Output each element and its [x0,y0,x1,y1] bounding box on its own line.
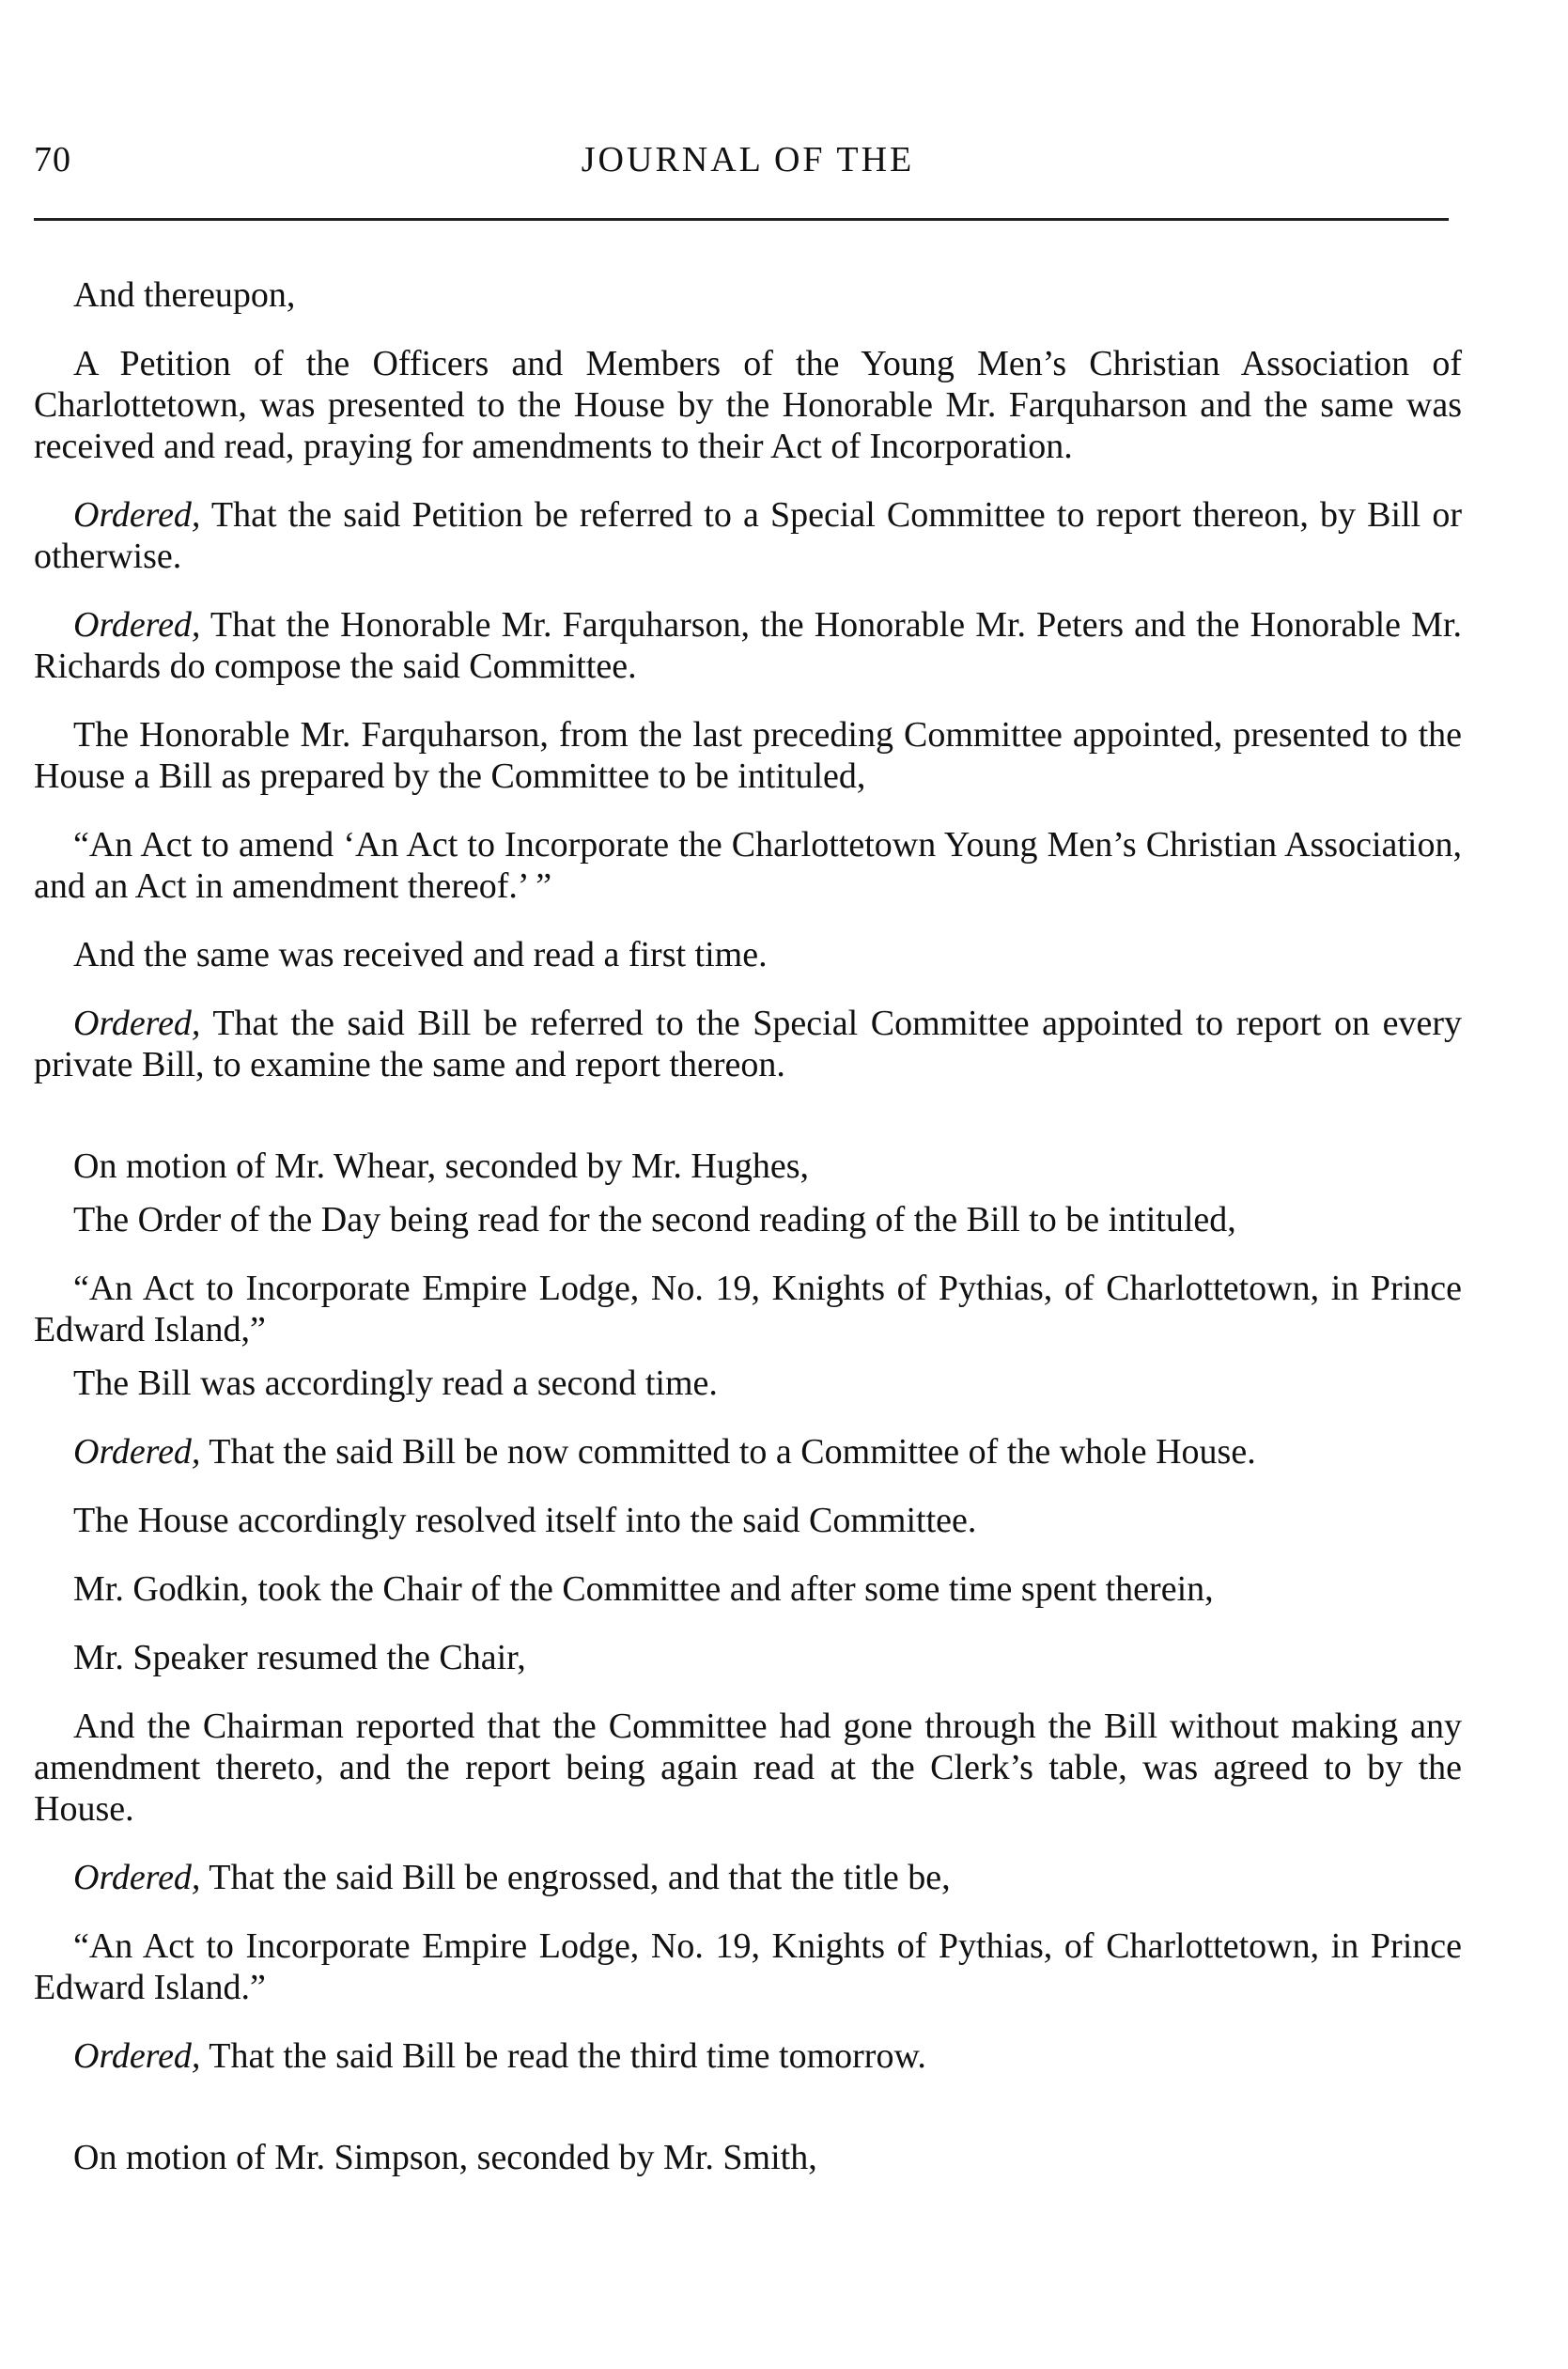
paragraph-text: “An Act to Incorporate Empire Lodge, No. 19, Knights of Pythias, of Charlottetown, in Prince Edward Island.” [34,1926,1462,2007]
paragraph-bill-title-empire-lodge [34,1268,1462,1350]
paragraph-petition [34,343,1462,467]
paragraph-text: And thereupon, [73,275,296,315]
paragraph-ordered-engrossed [34,1857,1462,1898]
paragraph-text: And the Chairman reported that the Committee had gone through the Bill without making any amendment thereto, and the report being again read at the Clerk’s table, was agreed to by the House. [34,1707,1462,1829]
paragraph-motion-simpson [34,2137,1462,2178]
paragraph-text: That the said Bill be read the third time tomorrow. [200,2036,926,2076]
paragraph-text: “An Act to Incorporate Empire Lodge, No. 19, Knights of Pythias, of Charlottetown, in Prince Edward Island,” [34,1269,1462,1349]
ordered-lead: Ordered, [73,1858,201,1897]
header-rule [34,218,1449,221]
paragraph-second-reading [34,1363,1462,1404]
ordered-lead: Ordered, [73,605,201,645]
paragraph-text: The Order of the Day being read for the second reading of the Bill to be intituled, [73,1200,1236,1239]
paragraph-ordered-committee-members [34,604,1462,687]
paragraph-bill-presented [34,714,1462,797]
paragraph-bill-title-final [34,1925,1462,2008]
paragraph-house-resolved [34,1500,1462,1541]
paragraph-text: The Bill was accordingly read a second time. [73,1364,718,1403]
ordered-lead: Ordered, [73,2036,201,2076]
paragraph-text: Mr. Godkin, took the Chair of the Committee and after some time spent therein, [73,1569,1214,1609]
ordered-lead: Ordered, [73,1004,201,1043]
ordered-lead: Ordered, [73,495,201,535]
paragraph-thereupon [34,274,1462,316]
journal-body [34,274,1462,2178]
paragraph-text: That the said Petition be referred to a Special Committee to report thereon, by Bill or otherwise. [34,495,1462,576]
paragraph-speaker-resumed [34,1637,1462,1678]
paragraph-godkin-chair [34,1568,1462,1610]
paragraph-text: And the same was received and read a first time. [73,935,768,974]
paragraph-ordered-special-committee [34,494,1462,577]
ordered-lead: Ordered, [73,1432,201,1472]
paragraph-text: Mr. Speaker resumed the Chair, [73,1638,526,1677]
paragraph-text: A Petition of the Officers and Members of the Young Men’s Christian Association of Charlottetown, was presented to the House by the Honorable Mr. Farquharson and the same was received and read, praying for amendments to their Act of Incorporation. [34,344,1462,466]
paragraph-motion-whear [34,1146,1462,1187]
page-header [34,139,1462,195]
paragraph-text: That the said Bill be referred to the Special Committee appointed to report on every private Bill, to examine the same and report thereon. [34,1004,1462,1084]
paragraph-text: That the said Bill be engrossed, and that the title be, [200,1858,951,1897]
paragraph-text: On motion of Mr. Simpson, seconded by Mr. Smith, [73,2138,817,2177]
paragraph-ordered-committee-whole [34,1431,1462,1473]
paragraph-order-of-the-day [34,1199,1462,1240]
paragraph-ordered-private-bill-committee [34,1003,1462,1085]
paragraph-text: That the said Bill be now committed to a Committee of the whole House. [200,1432,1256,1472]
paragraph-first-reading [34,934,1462,975]
paragraph-text: “An Act to amend ‘An Act to Incorporate the Charlottetown Young Men’s Christian Association, and an Act in amendment thereof.’ ” [34,825,1462,906]
running-title: JOURNAL OF THE [581,140,915,179]
paragraph-text: The Honorable Mr. Farquharson, from the last preceding Committee appointed, presented to the House a Bill as prepared by the Committee to be intituled, [34,715,1462,796]
paragraph-text: On motion of Mr. Whear, seconded by Mr. Hughes, [73,1146,809,1186]
paragraph-text: That the Honorable Mr. Farquharson, the Honorable Mr. Peters and the Honorable Mr. Richards do compose the said Committee. [34,605,1462,686]
page-number: 70 [34,140,71,179]
paragraph-bill-title-ymca [34,824,1462,907]
paragraph-text: The House accordingly resolved itself into the said Committee. [73,1501,977,1540]
paragraph-chairman-reported [34,1706,1462,1830]
paragraph-ordered-third-reading [34,2035,1462,2077]
